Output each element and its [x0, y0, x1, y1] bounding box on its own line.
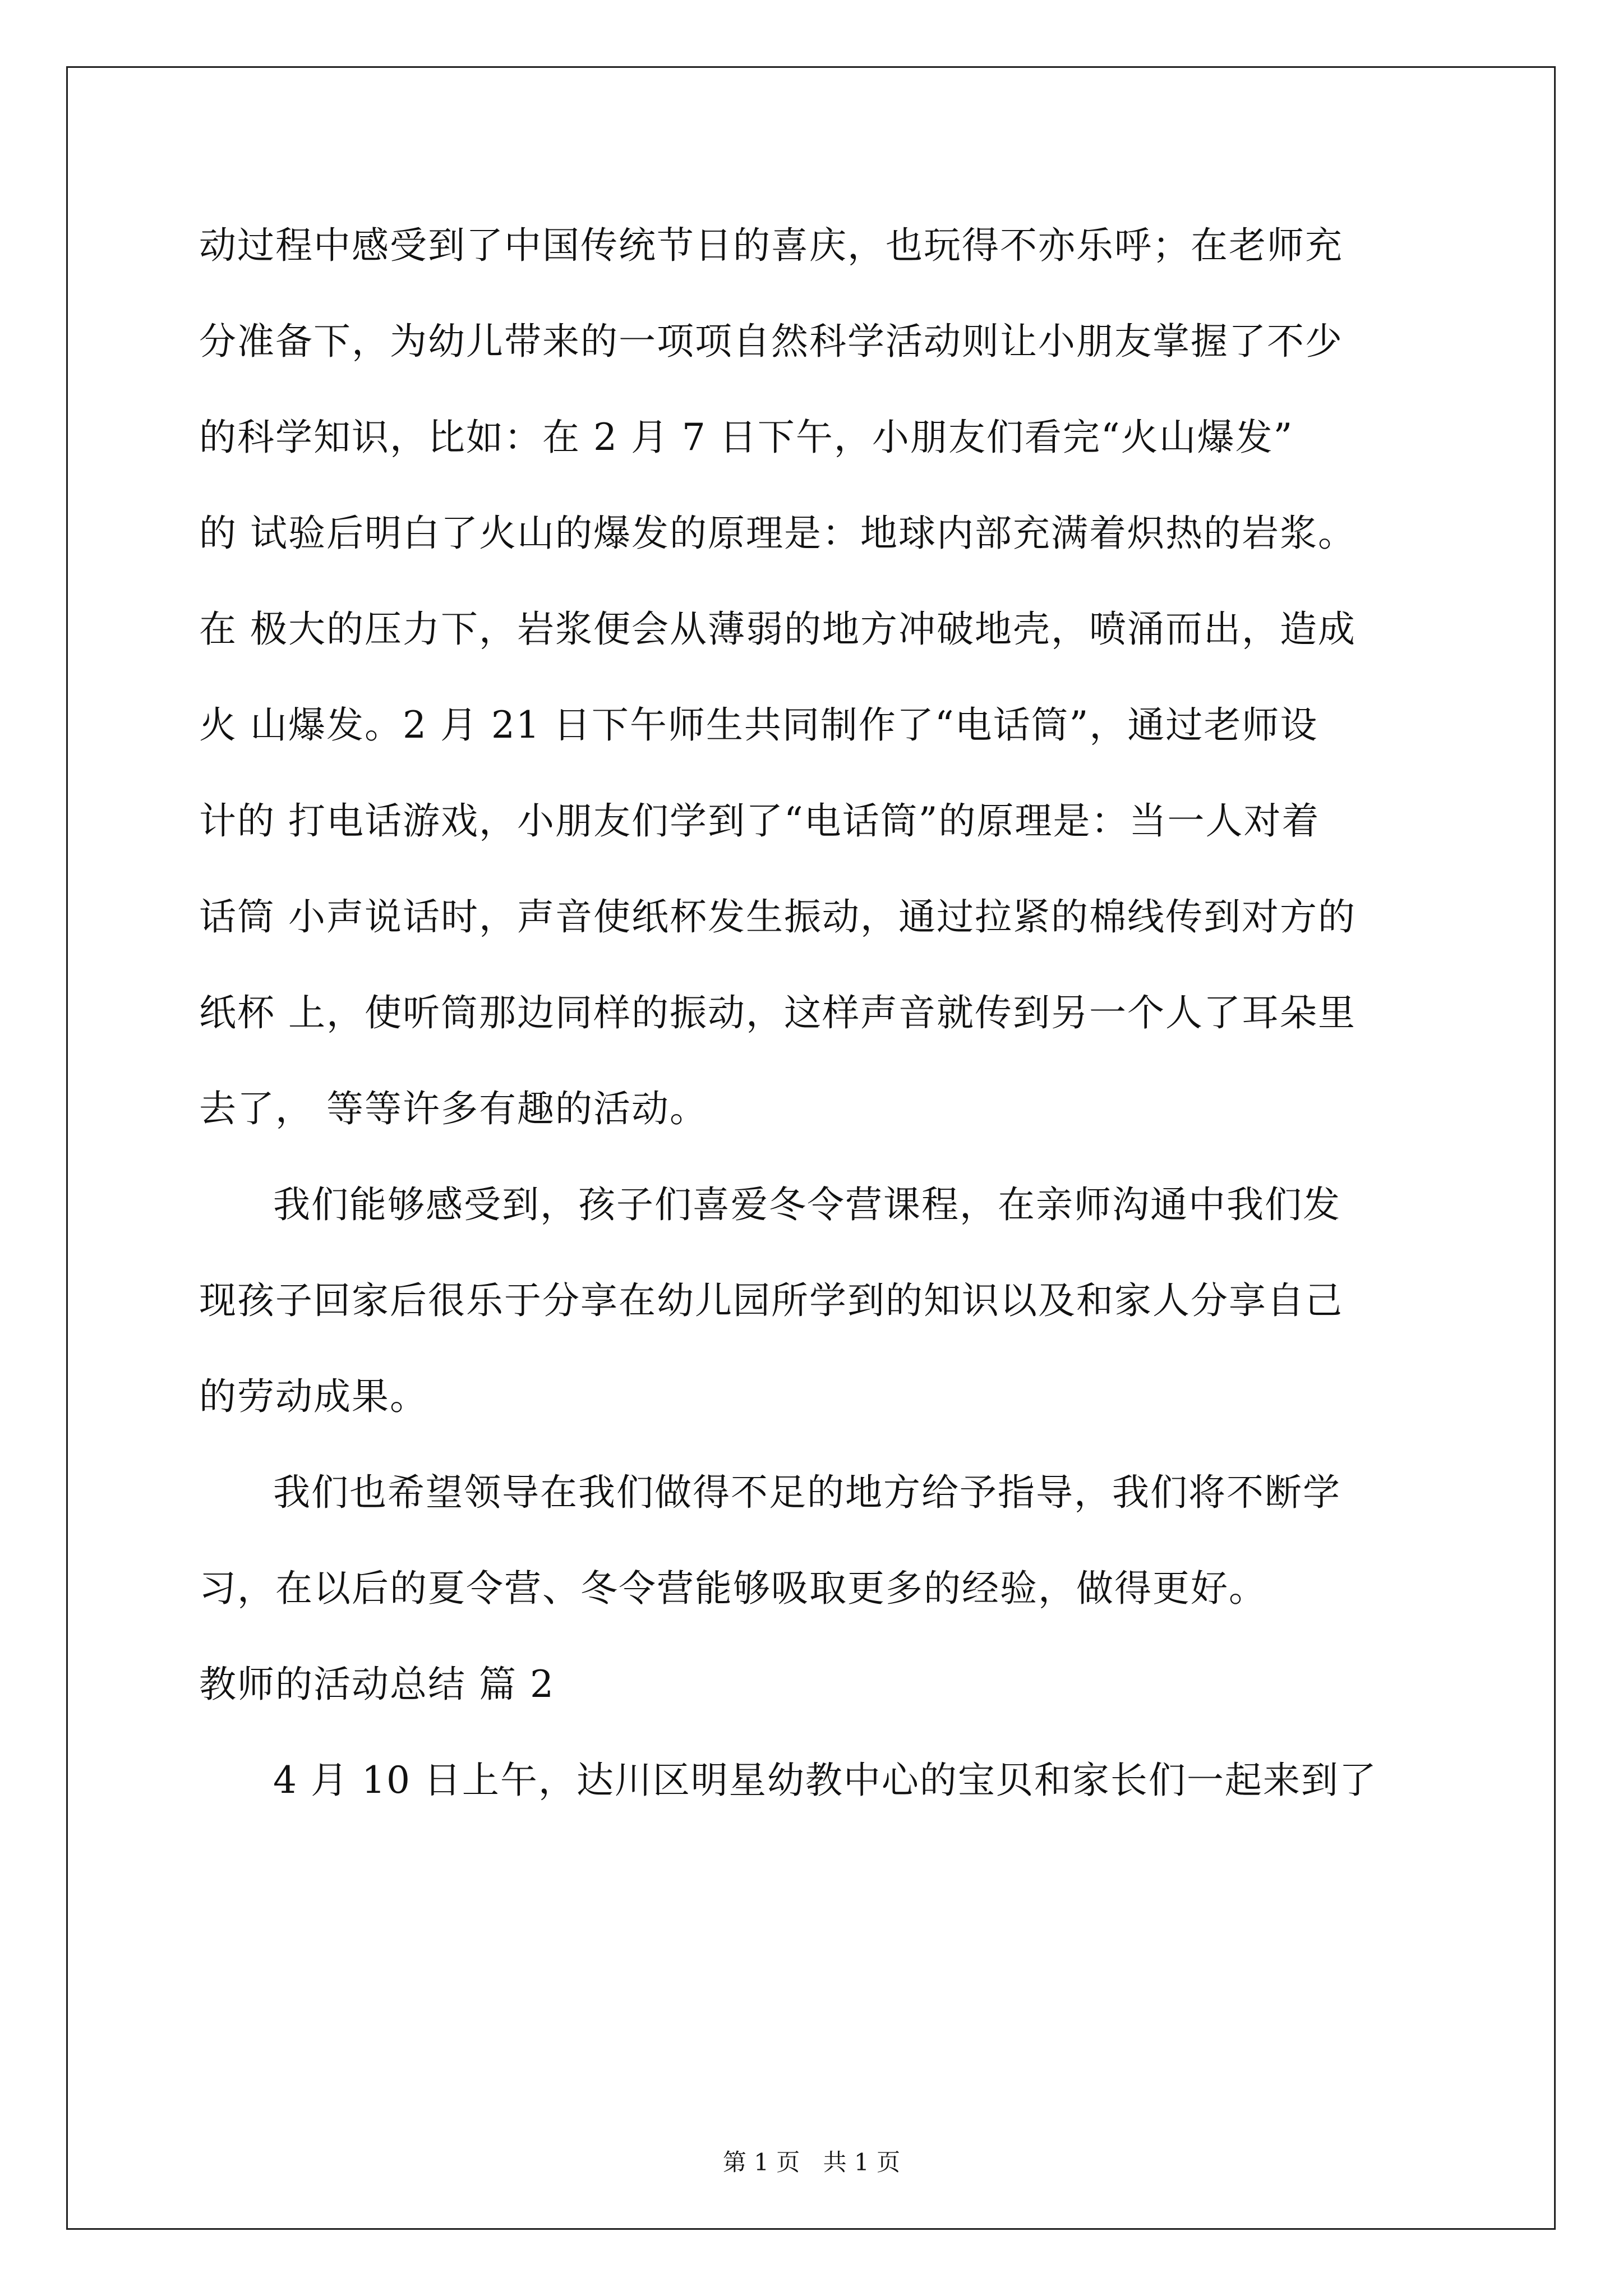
body-line: 计的 打电话游戏，小朋友们学到了“电话筒”的原理是：当一人对着	[199, 799, 1320, 843]
document-body	[199, 197, 1433, 1828]
body-line: 的劳动成果。	[199, 1375, 428, 1418]
paragraph-first-line: 4 月 10 日上午，达川区明星幼教中心的宝贝和家长们一起来到了	[273, 1759, 1377, 1802]
page-total: 共 1 页	[823, 2148, 901, 2176]
section-heading: 教师的活动总结 篇 2	[199, 1663, 555, 1706]
page-number: 第 1 页	[722, 2148, 800, 2176]
body-line: 习，在以后的夏令营、冬令营能够吸取更多的经验，做得更好。	[199, 1567, 1267, 1610]
body-line: 现孩子回家后很乐于分享在幼儿园所学到的知识以及和家人分享自己	[199, 1279, 1343, 1322]
paragraph-first-line: 我们能够感受到，孩子们喜爱冬令营课程，在亲师沟通中我们发	[273, 1183, 1341, 1226]
body-line: 火 山爆发。2 月 21 日下午师生共同制作了“电话筒”，通过老师设	[199, 703, 1318, 747]
body-line: 在 极大的压力下，岩浆便会从薄弱的地方冲破地壳，喷涌而出，造成	[199, 608, 1356, 651]
paragraph-first-line: 我们也希望领导在我们做得不足的地方给予指导，我们将不断学	[273, 1471, 1341, 1514]
body-line: 话筒 小声说话时，声音使纸杯发生振动，通过拉紧的棉线传到对方的	[199, 895, 1356, 938]
body-line: 纸杯 上，使听筒那边同样的振动，这样声音就传到另一个人了耳朵里	[199, 991, 1356, 1034]
body-line: 的科学知识，比如：在 2 月 7 日下午，小朋友们看完“火山爆发”	[199, 416, 1294, 459]
body-line: 去了， 等等许多有趣的活动。	[199, 1087, 708, 1130]
body-line: 的 试验后明白了火山的爆发的原理是：地球内部充满着炽热的岩浆。	[199, 512, 1356, 555]
page-footer	[0, 2144, 1623, 2178]
body-line: 动过程中感受到了中国传统节日的喜庆，也玩得不亦乐呼；在老师充	[199, 224, 1343, 267]
body-line: 分准备下，为幼儿带来的一项项自然科学活动则让小朋友掌握了不少	[199, 320, 1343, 363]
